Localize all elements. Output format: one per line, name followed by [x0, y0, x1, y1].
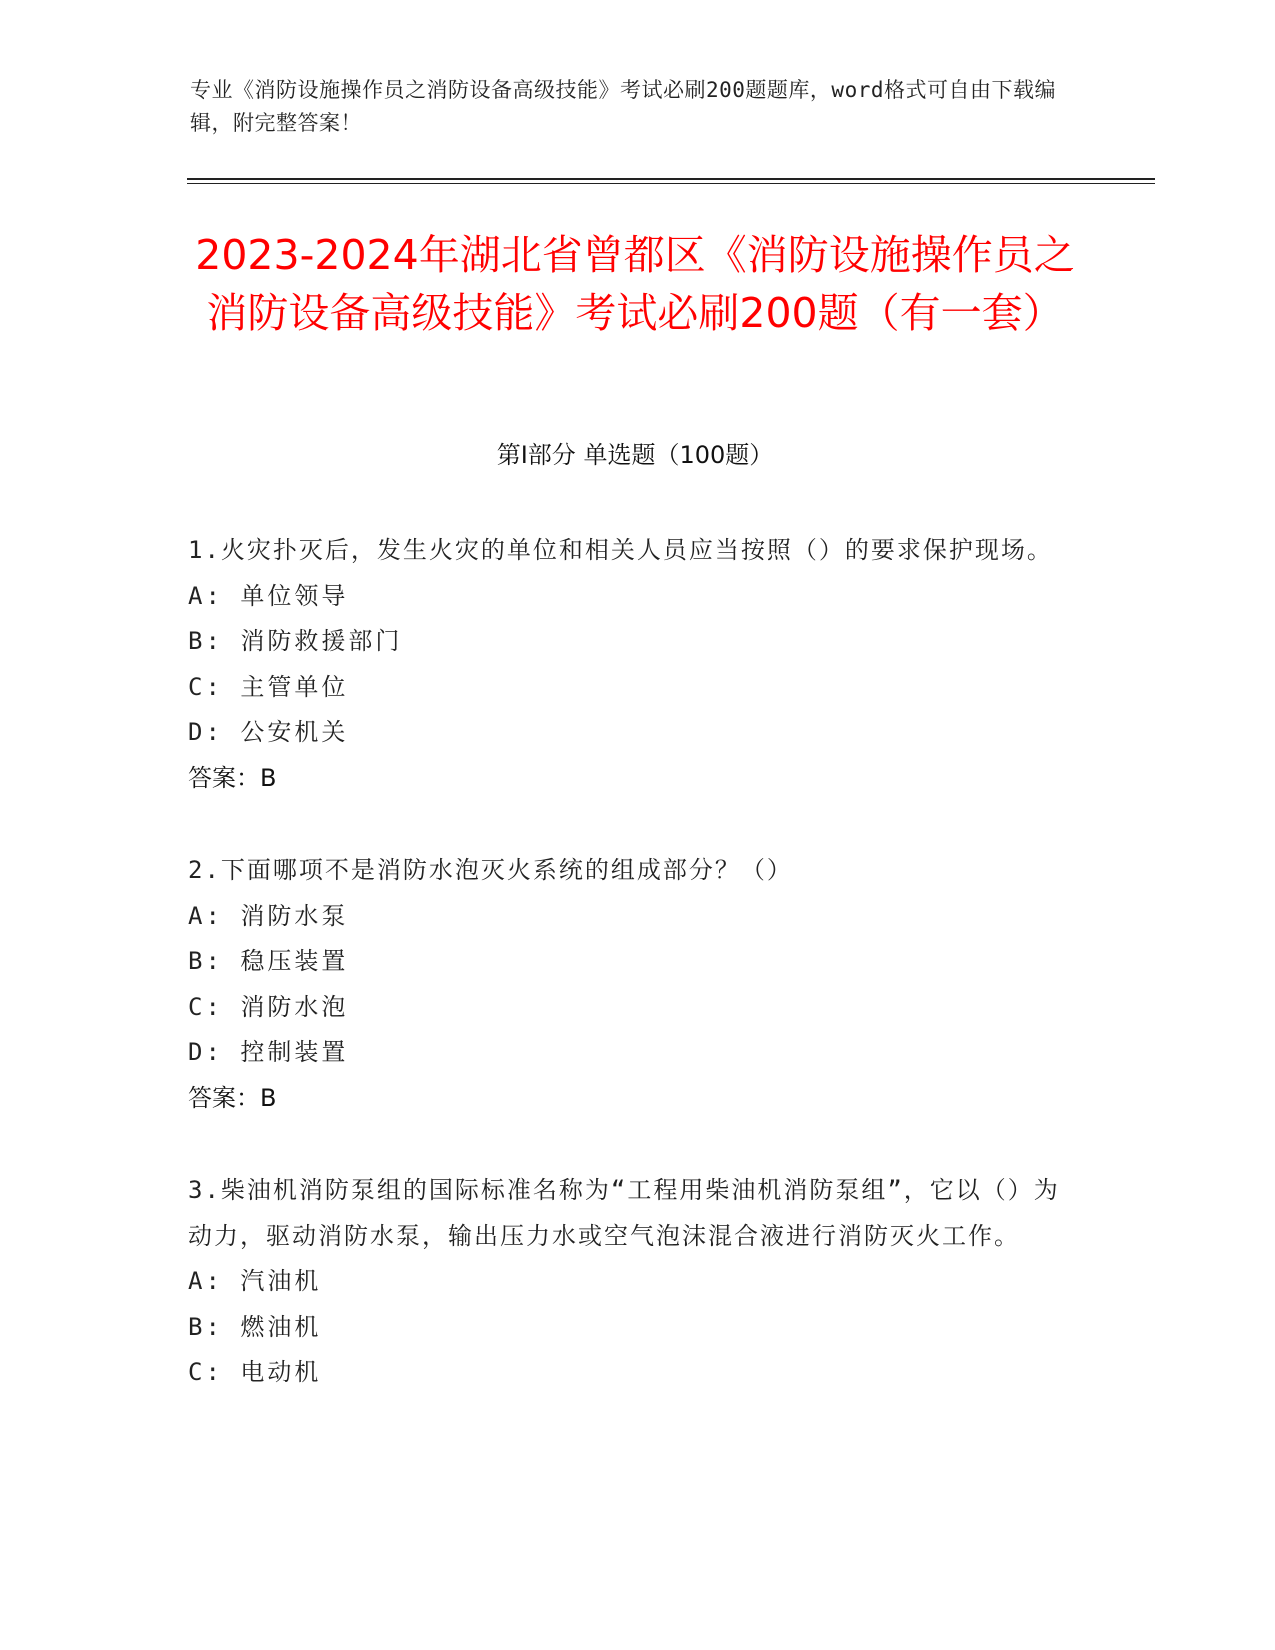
- question-2: [188, 848, 1068, 1121]
- document-title: 2023-2024年湖北省曾都区《消防设施操作员之消防设备高级技能》考试必刷200题（有一套）: [195, 231, 1075, 337]
- option-d: D: 控制装置: [188, 1038, 349, 1066]
- option-c: C: 主管单位: [188, 672, 349, 701]
- answer: 答案：B: [188, 1083, 277, 1112]
- option-d: D: 公安机关: [188, 718, 349, 746]
- option-a: A: 单位领导: [188, 581, 349, 610]
- option-a: A: 消防水泵: [188, 901, 349, 930]
- option-b: B: 消防救援部门: [188, 627, 403, 655]
- header-divider-thin: [187, 183, 1155, 184]
- option-b: B: 稳压装置: [188, 947, 349, 975]
- question-stem: 3.柴油机消防泵组的国际标准名称为“工程用柴油机消防泵组”，它以（）为动力，驱动消防水泵，输出压力水或空气泡沫混合液进行消防灭火工作。: [188, 1176, 1060, 1250]
- option-b: B: 燃油机: [188, 1312, 322, 1341]
- question-3: [188, 1168, 1068, 1396]
- option-a: A: 汽油机: [188, 1267, 322, 1295]
- answer: 答案：B: [188, 763, 277, 792]
- option-c: C: 消防水泡: [188, 992, 349, 1021]
- question-stem: 1.火灾扑灭后，发生火灾的单位和相关人员应当按照（）的要求保护现场。: [188, 536, 1053, 564]
- question-list: [188, 528, 1068, 1443]
- header-note: 专业《消防设施操作员之消防设备高级技能》考试必刷200题题库，word格式可自由下载编辑，附完整答案！: [190, 78, 1056, 135]
- question-1: [188, 528, 1068, 801]
- option-c: C: 电动机: [188, 1358, 322, 1386]
- header-divider: [187, 178, 1155, 180]
- section-heading: 第Ⅰ部分 单选题（100题）: [496, 441, 774, 469]
- question-stem: 2.下面哪项不是消防水泡灭火系统的组成部分？（）: [188, 856, 793, 884]
